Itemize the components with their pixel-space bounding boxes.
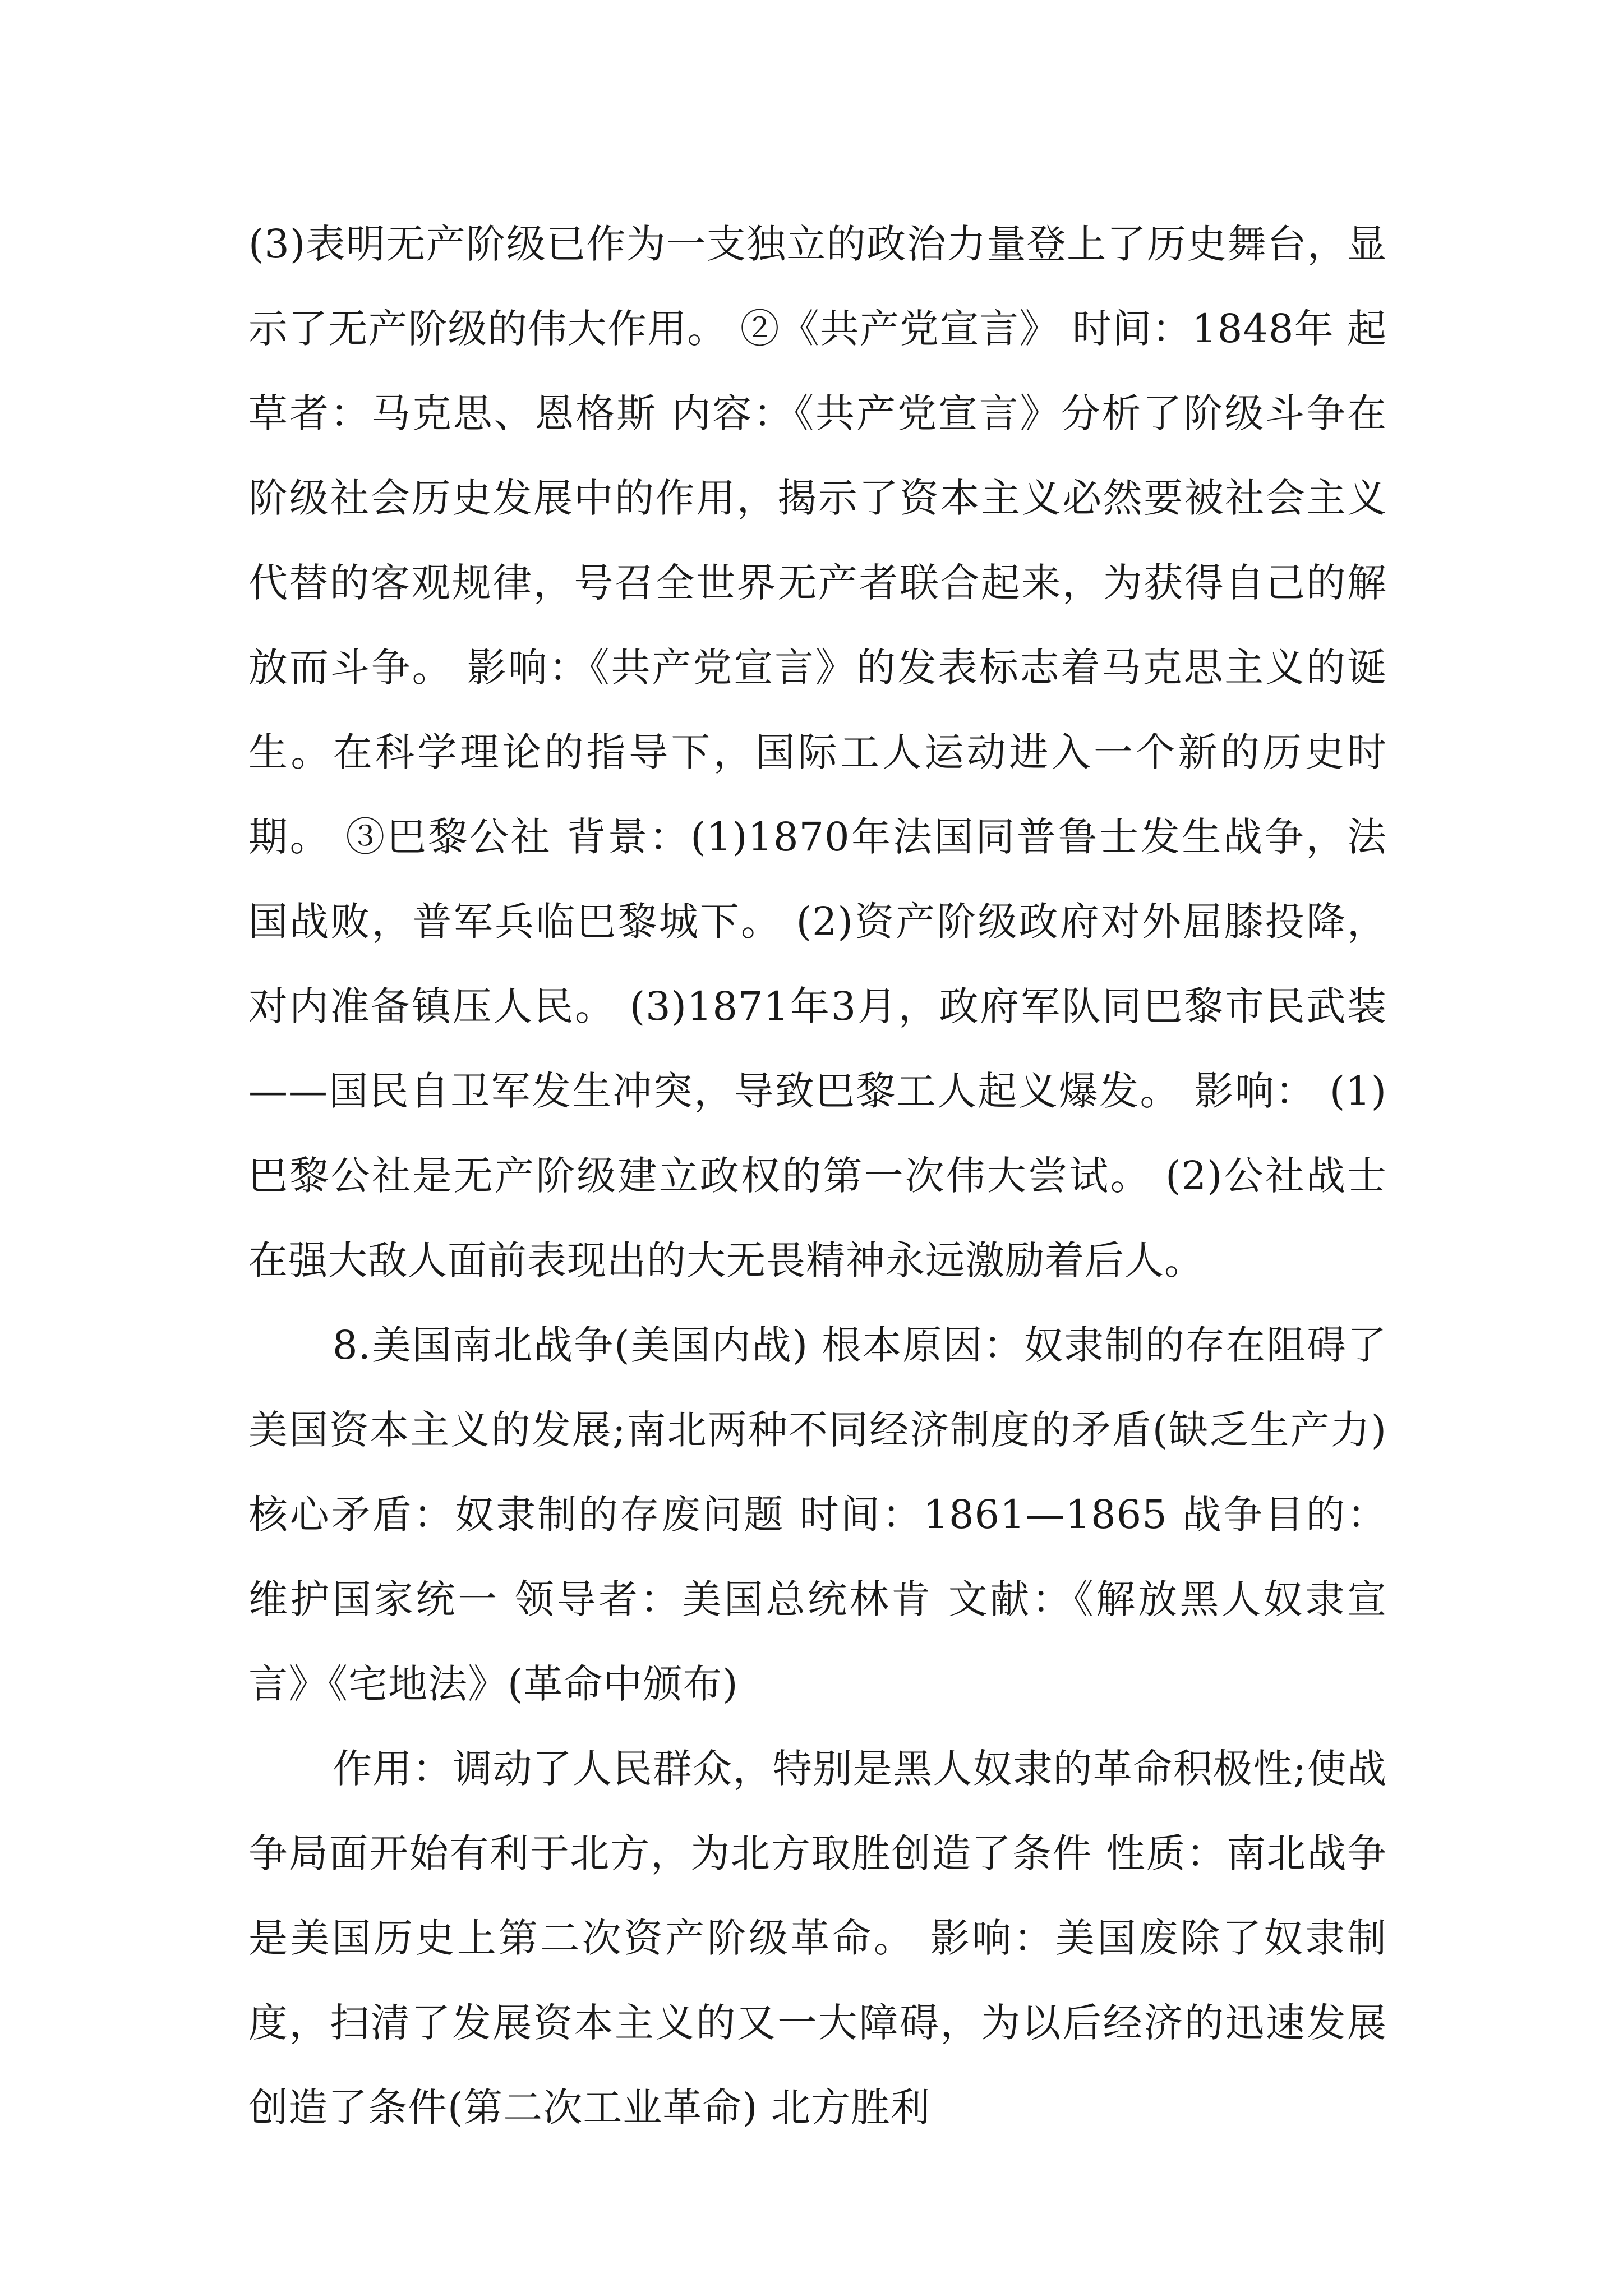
document-body <box>248 202 1400 2150</box>
paragraph-civil-war: 8.美国南北战争(美国内战) 根本原因：奴隶制的存在阻碍了美国资本主义的发展;南北两种不同经济制度的矛盾(缺乏生产力) 核心矛盾：奴隶制的存废问题 时间：1861—1865 战争目的：维护国家统一 领导者：美国总统林肯 文献：《解放黑人奴隶宣言》《宅地法》(革命中颁布) <box>248 1322 1400 1707</box>
paragraph-effects: 作用：调动了人民群众，特别是黑人奴隶的革命积极性;使战争局面开始有利于北方，为北方取胜创造了条件 性质：南北战争是美国历史上第二次资产阶级革命。 影响：美国废除了奴隶制度，扫清了发展资本主义的又一大障碍，为以后经济的迅速发展创造了条件(第二次工业革命) 北方胜利 <box>248 1746 1387 2131</box>
paragraph-paris-commune: (3)表明无产阶级已作为一支独立的政治力量登上了历史舞台，显示了无产阶级的伟大作用。 ②《共产党宣言》 时间：1848年 起草者：马克思、恩格斯 内容：《共产党宣言》分析了阶级斗争在阶级社会历史发展中的作用，揭示了资本主义必然要被社会主义代替的客观规律，号召全世界无产者联合起来，为获得自己的解放而斗争。 影响：《共产党宣言》的发表标志着马克思主义的诞生。在科学理论的指导下，国际工人运动进入一个新的历史时期。 ③巴黎公社 背景：(1)1870年法国同普鲁士发生战争，法国战败，普军兵临巴黎城下。 (2)资产阶级政府对外屈膝投降，对内准备镇压人民。 (3)1871年3月，政府军队同巴黎市民武装——国民自卫军发生冲突，导致巴黎工人起义爆发。 影响： (1)巴黎公社是无产阶级建立政权的第一次伟大尝试。 (2)公社战士在强大敌人面前表现出的大无畏精神永远激励着后人。 <box>248 221 1387 1283</box>
